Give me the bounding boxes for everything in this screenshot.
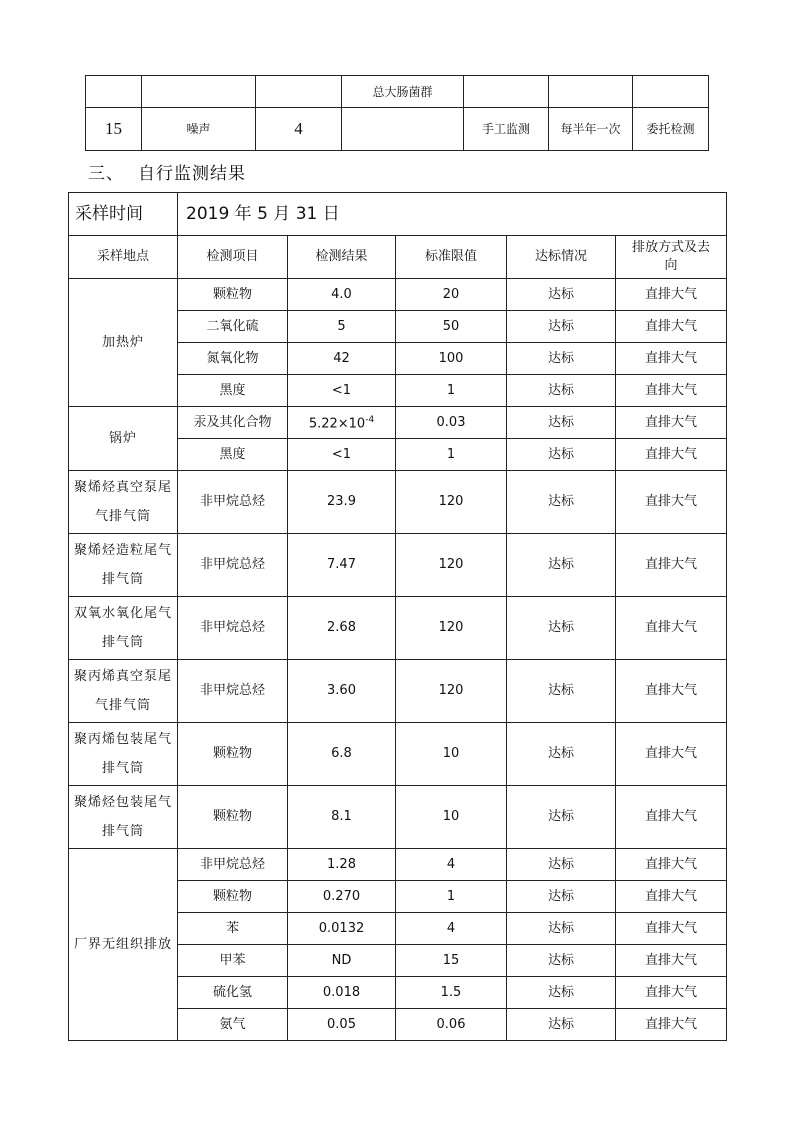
table-cell: 噪声	[142, 108, 256, 151]
test-item-cell: 硫化氢	[178, 977, 288, 1009]
test-result-cell: 0.05	[288, 1009, 396, 1041]
table-cell: 手工监测	[464, 108, 549, 151]
sampling-site-cell: 聚烯烃真空泵尾气排气筒	[69, 471, 178, 534]
test-result-cell: 1.28	[288, 849, 396, 881]
test-result-cell: 0.0132	[288, 913, 396, 945]
compliance-status-cell: 达标	[507, 723, 616, 786]
compliance-status-cell: 达标	[507, 849, 616, 881]
limit-value-cell: 20	[396, 279, 507, 311]
compliance-status-cell: 达标	[507, 534, 616, 597]
test-result-cell: 42	[288, 343, 396, 375]
limit-value-cell: 1	[396, 375, 507, 407]
compliance-status-cell: 达标	[507, 881, 616, 913]
test-item-cell: 非甲烷总烃	[178, 471, 288, 534]
test-item-cell: 氨气	[178, 1009, 288, 1041]
test-result-cell: 8.1	[288, 786, 396, 849]
sampling-time-label: 采样时间	[69, 193, 178, 236]
result-mantissa: 5.22×10	[308, 416, 366, 432]
monitoring-results-table	[68, 192, 727, 1041]
table-cell	[256, 76, 342, 108]
table-cell: 15	[86, 108, 142, 151]
limit-value-cell: 15	[396, 945, 507, 977]
compliance-status-cell: 达标	[507, 311, 616, 343]
discharge-method-cell: 直排大气	[616, 597, 727, 660]
sampling-site-cell: 锅炉	[69, 407, 178, 471]
table-cell: 委托检测	[633, 108, 709, 151]
header-cell: 检测项目	[178, 236, 288, 279]
sampling-site-cell: 双氧水氧化尾气排气筒	[69, 597, 178, 660]
table-cell	[86, 76, 142, 108]
limit-value-cell: 120	[396, 534, 507, 597]
limit-value-cell: 10	[396, 723, 507, 786]
sampling-site-cell: 厂界无组织排放	[69, 849, 178, 1041]
discharge-method-cell: 直排大气	[616, 913, 727, 945]
test-item-cell: 黑度	[178, 439, 288, 471]
sampling-site-cell: 加热炉	[69, 279, 178, 407]
table-row	[69, 849, 727, 881]
header-cell: 标准限值	[396, 236, 507, 279]
compliance-status-cell: 达标	[507, 439, 616, 471]
test-item-cell: 非甲烷总烃	[178, 597, 288, 660]
section-number: 三、	[88, 164, 124, 184]
compliance-status-cell: 达标	[507, 913, 616, 945]
sampling-site-cell: 聚丙烯真空泵尾气排气筒	[69, 660, 178, 723]
sampling-site-cell: 聚丙烯包装尾气排气筒	[69, 723, 178, 786]
test-item-cell: 氮氧化物	[178, 343, 288, 375]
limit-value-cell: 120	[396, 660, 507, 723]
test-result-cell: 7.47	[288, 534, 396, 597]
limit-value-cell: 120	[396, 597, 507, 660]
test-result-cell: 0.270	[288, 881, 396, 913]
header-cell: 排放方式及去向	[616, 236, 727, 279]
compliance-status-cell: 达标	[507, 279, 616, 311]
table-row	[86, 108, 709, 151]
test-item-cell: 黑度	[178, 375, 288, 407]
limit-value-cell: 120	[396, 471, 507, 534]
monitoring-plan-table-continued	[85, 75, 709, 151]
test-item-cell: 非甲烷总烃	[178, 660, 288, 723]
test-result-cell: <1	[288, 375, 396, 407]
test-item-cell: 苯	[178, 913, 288, 945]
discharge-method-cell: 直排大气	[616, 311, 727, 343]
compliance-status-cell: 达标	[507, 407, 616, 439]
test-result-cell: 4.0	[288, 279, 396, 311]
header-cell: 采样地点	[69, 236, 178, 279]
limit-value-cell: 50	[396, 311, 507, 343]
discharge-method-cell: 直排大气	[616, 375, 727, 407]
test-item-cell: 颗粒物	[178, 786, 288, 849]
discharge-method-cell: 直排大气	[616, 534, 727, 597]
compliance-status-cell: 达标	[507, 597, 616, 660]
test-result-cell: 0.018	[288, 977, 396, 1009]
test-result-cell: 2.68	[288, 597, 396, 660]
compliance-status-cell: 达标	[507, 343, 616, 375]
discharge-method-cell: 直排大气	[616, 881, 727, 913]
limit-value-cell: 1.5	[396, 977, 507, 1009]
table-cell: 4	[256, 108, 342, 151]
header-cell: 达标情况	[507, 236, 616, 279]
sampling-time-value: 2019 年 5 月 31 日	[178, 193, 727, 236]
table-cell	[342, 108, 464, 151]
table-row	[69, 660, 727, 723]
limit-value-cell: 100	[396, 343, 507, 375]
test-result-cell: 5	[288, 311, 396, 343]
table-cell: 总大肠菌群	[342, 76, 464, 108]
limit-value-cell: 4	[396, 913, 507, 945]
discharge-method-cell: 直排大气	[616, 723, 727, 786]
sampling-site-cell: 聚烯烃包装尾气排气筒	[69, 786, 178, 849]
table-cell	[549, 76, 633, 108]
table-row	[69, 597, 727, 660]
table-row	[69, 723, 727, 786]
compliance-status-cell: 达标	[507, 786, 616, 849]
table-row	[69, 279, 727, 311]
test-result-cell: ND	[288, 945, 396, 977]
header-cell: 检测结果	[288, 236, 396, 279]
table-cell	[633, 76, 709, 108]
limit-value-cell: 0.03	[396, 407, 507, 439]
test-item-cell: 甲苯	[178, 945, 288, 977]
table-row	[69, 407, 727, 439]
table-row	[69, 786, 727, 849]
test-result-cell: 6.8	[288, 723, 396, 786]
section-heading	[88, 159, 246, 184]
discharge-method-cell: 直排大气	[616, 279, 727, 311]
test-result-cell: <1	[288, 439, 396, 471]
discharge-method-cell: 直排大气	[616, 439, 727, 471]
table-row	[69, 534, 727, 597]
table-row	[86, 76, 709, 108]
test-item-cell: 非甲烷总烃	[178, 534, 288, 597]
result-exponent: -4	[365, 415, 375, 426]
test-result-cell: 23.9	[288, 471, 396, 534]
discharge-method-cell: 直排大气	[616, 1009, 727, 1041]
test-item-cell: 颗粒物	[178, 279, 288, 311]
limit-value-cell: 0.06	[396, 1009, 507, 1041]
test-item-cell: 汞及其化合物	[178, 407, 288, 439]
header-row	[69, 236, 727, 279]
discharge-method-cell: 直排大气	[616, 849, 727, 881]
discharge-method-cell: 直排大气	[616, 660, 727, 723]
limit-value-cell: 1	[396, 881, 507, 913]
table-cell	[464, 76, 549, 108]
compliance-status-cell: 达标	[507, 375, 616, 407]
table-row	[69, 471, 727, 534]
test-item-cell: 颗粒物	[178, 881, 288, 913]
sampling-site-cell: 聚烯烃造粒尾气排气筒	[69, 534, 178, 597]
discharge-method-cell: 直排大气	[616, 977, 727, 1009]
limit-value-cell: 1	[396, 439, 507, 471]
compliance-status-cell: 达标	[507, 471, 616, 534]
discharge-method-cell: 直排大气	[616, 471, 727, 534]
test-item-cell: 颗粒物	[178, 723, 288, 786]
test-result-cell	[288, 407, 396, 439]
discharge-method-cell: 直排大气	[616, 407, 727, 439]
discharge-method-cell: 直排大气	[616, 786, 727, 849]
table-cell	[142, 76, 256, 108]
limit-value-cell: 10	[396, 786, 507, 849]
test-item-cell: 非甲烷总烃	[178, 849, 288, 881]
compliance-status-cell: 达标	[507, 977, 616, 1009]
discharge-method-cell: 直排大气	[616, 945, 727, 977]
section-title-text: 自行监测结果	[138, 164, 246, 184]
compliance-status-cell: 达标	[507, 945, 616, 977]
test-item-cell: 二氧化硫	[178, 311, 288, 343]
table-cell: 每半年一次	[549, 108, 633, 151]
compliance-status-cell: 达标	[507, 660, 616, 723]
sampling-time-row	[69, 193, 727, 236]
compliance-status-cell: 达标	[507, 1009, 616, 1041]
limit-value-cell: 4	[396, 849, 507, 881]
test-result-cell: 3.60	[288, 660, 396, 723]
discharge-method-cell: 直排大气	[616, 343, 727, 375]
